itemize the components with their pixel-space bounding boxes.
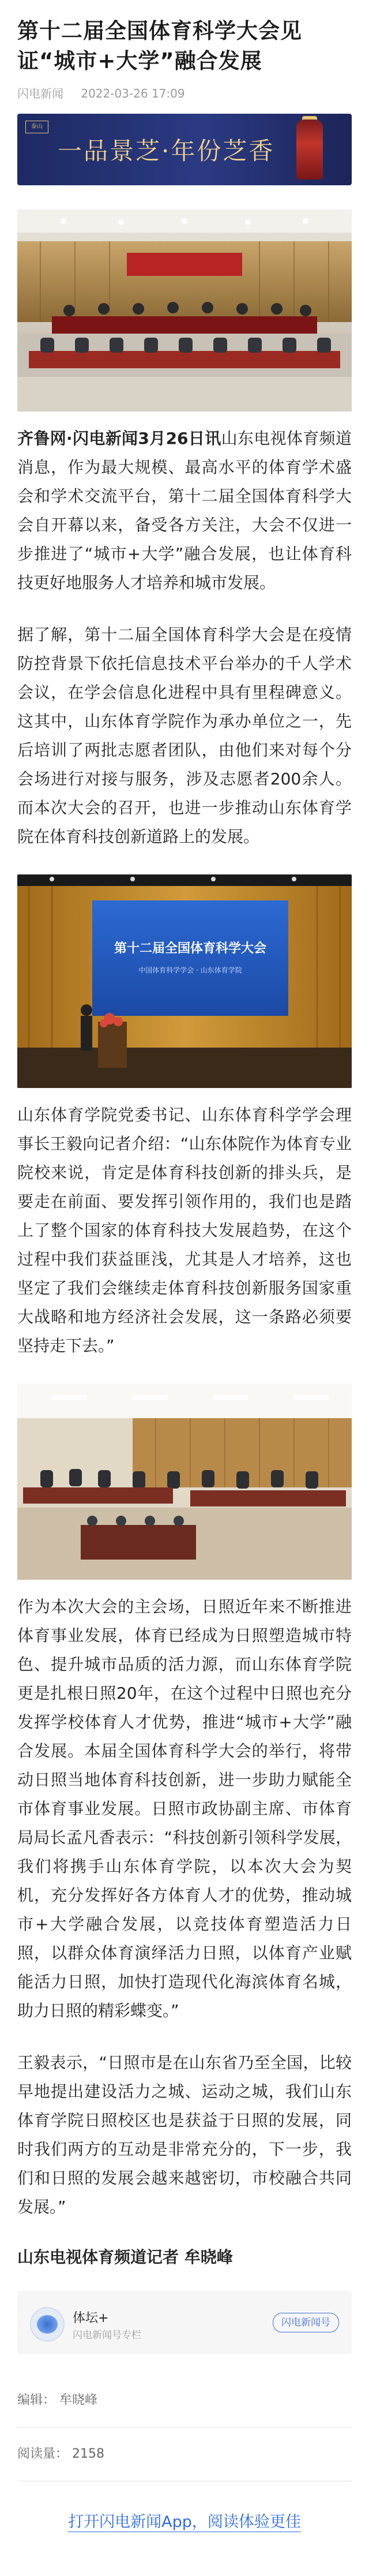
article-source[interactable]: 闪电新闻	[17, 87, 63, 100]
paragraph-2: 据了解，第十二届全国体育科学大会是在疫情防控背景下依托信息技术平台举办的千人学术会议，在学会信息化进程中具有里程碑意义。这其中，山东体育学院作为承办单位之一，先后培训了两批志愿者团队，由他们来对每个分会场进行对接与服务，涉及志愿者200余人。而本次大会的召开，也进一步推动山东体育学院在体育科技创新道路上的发展。	[17, 625, 352, 846]
divider	[17, 2427, 352, 2428]
account-avatar[interactable]	[30, 2307, 65, 2342]
paragraph-1-lead: 齐鲁网·闪电新闻3月26日讯	[17, 429, 221, 448]
paragraph-4: 作为本次大会的主会场，日照近年来不断推进体育事业发展，体育已经成为日照塑造城市特色、提升城市品质的活力源，而山东体育学院更是扎根日照20年，在这个过程中日照也充分发挥学校体育人才优势，推进“城市+大学”融合发展。本届全国体育科学大会的举行，将带动日照当地体育科技创新，进一步助力赋能全市体育事业发展。日照市政协副主席、市体育局局长孟凡香表示：“科技创新引领科学发展，我们将携手山东体育学院，以本次大会为契机，充分发挥好各方体育人才的优势，推动城市+大学融合发展，以竞技体育塑造活力日照，以群众体育演绎活力日照，以体育产业赋能活力日照，加快打造现代化海滨体育名城，助力日照的精彩蝶变。”	[17, 1597, 352, 2020]
reporter-byline: 山东电视体育频道记者 牟晓峰	[17, 2248, 233, 2267]
photo-speaker-stage	[17, 874, 352, 1088]
photo-conference-hall	[17, 210, 352, 412]
article-meta	[17, 84, 352, 101]
paragraph-1	[17, 424, 352, 597]
banner-slogan: 一品景芝·年份芝香	[58, 137, 275, 165]
editor-line: 编辑： 牟晓峰	[17, 2393, 97, 2407]
ad-banner[interactable]	[17, 114, 352, 185]
screen-subtitle: 中国体育科学学会 · 山东体育学院	[138, 966, 242, 974]
article-title: 第十二届全国体育科学大会见证“城市+大学”融合发展	[17, 18, 302, 73]
paragraph-3: 山东体育学院党委书记、山东体育科学学会理事长王毅向记者介绍：“山东体院作为体育专业院校来说，肯定是体育科技创新的排头兵，是要走在前面、要发挥引领作用的，我们也是踏上了整个国家的体育科技大发展趋势，在这个过程中我们获益匪浅，尤其是人才培养，这也坚定了我们会继续走体育科技创新服务国家重大战略和地方经济社会发展，这一条路必须要坚持走下去。”	[17, 1105, 352, 1355]
account-subtitle: 闪电新闻号专栏	[73, 2330, 141, 2341]
photo-seminar-room	[17, 1384, 352, 1580]
read-count: 阅读量： 2158	[17, 2447, 104, 2461]
paragraph-5: 王毅表示，“日照市是在山东省乃至全国，比较早地提出建设活力之城、运动之城，我们山东体育学院日照校区也是获益于日照的发展，同时我们两方的互动是非常充分的，下一步，我们和日照的发展会越来越密切，市校融合共同发展。”	[17, 2053, 352, 2216]
banner-logo: 泰山	[25, 121, 48, 133]
screen-title: 第十二届全国体育科学大会	[114, 941, 267, 956]
globe-icon	[37, 2315, 58, 2334]
account-name[interactable]: 体坛+	[73, 2311, 109, 2325]
open-app-cta-wrap	[17, 2489, 352, 2532]
paragraph-1-body: 山东电视体育频道消息，作为最大规模、最高水平的体育学术盛会和学术交流平台，第十二届全国体育科学大会自开幕以来，备受各方关注，大会不仅进一步推进了“城市+大学”融合发展，也让体育科技更好地服务人才培养和城市发展。	[17, 429, 352, 592]
account-card[interactable]	[17, 2291, 352, 2354]
account-follow-button[interactable]: 闪电新闻号	[273, 2313, 339, 2332]
article-page	[0, 16, 369, 2532]
speaker-stage-image	[17, 874, 352, 1088]
liquor-bottle-image	[296, 119, 323, 180]
open-app-link[interactable]: 打开闪电新闻App，阅读体验更佳	[68, 2509, 301, 2532]
article-date: 2022-03-26 17:09	[81, 87, 185, 100]
seminar-room-image	[17, 1384, 352, 1580]
conference-hall-image	[17, 210, 352, 412]
